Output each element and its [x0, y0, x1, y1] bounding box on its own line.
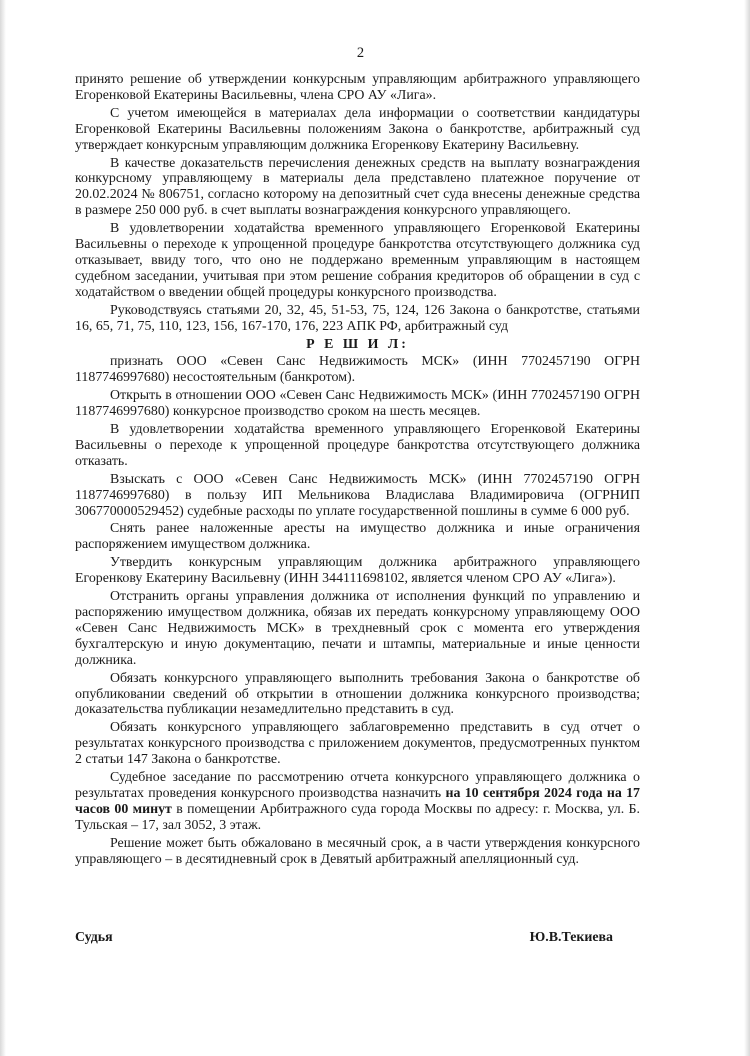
paragraph-payment-order: В качестве доказательств перечисления денежных средств на выплату вознаграждения конкурсному управляющему в материалы дела представлено платежное поручение от 20.02.2024 № 806751, согласно которому на депозитный счет суда внесены денежные средства в размере 250 000 руб. в счет выплаты вознаграждения конкурсного управляющего. [75, 155, 640, 219]
ruling-appoint-manager: Утвердить конкурсным управляющим должника арбитражного управляющего Егоренкову Екатерину Васильевну (ИНН 344111698102, является членом СРО АУ «Лига»). [75, 555, 640, 587]
paragraph-candidate-compliance: С учетом имеющейся в материалах дела информации о соответствии кандидатуры Егоренковой Екатерины Васильевны положениям Закона о банкротстве, арбитражный суд утверждает конкурсным управляющим должника Егоренкову Екатерину Васильевну. [75, 105, 640, 153]
signature-judge-name: Ю.В.Текиева [529, 930, 613, 945]
page-number: 2 [356, 45, 365, 61]
paragraph-approval-decision: принято решение об утверждении конкурсным управляющим арбитражного управляющего Егоренковой Екатерины Васильевны, члена СРО АУ «Лига». [75, 72, 640, 103]
ruling-deny-motion: В удовлетворении ходатайства временного управляющего Егоренковой Екатерины Васильевны о переходе к упрощенной процедуре банкротства отсутствующего должника отказать. [75, 422, 640, 469]
ruling-lift-arrests: Снять ранее наложенные аресты на имущество должника и иные ограничения распоряжением имуществом должника. [75, 521, 640, 553]
page-right-edge [744, 0, 750, 1056]
decision-title: Р Е Ш И Л: [306, 336, 409, 352]
ruling-remove-management: Отстранить органы управления должника от исполнения функций по управлению и распоряжению имуществом должника, обязав их передать конкурсному управляющему ООО «Севен Санс Недвижимость МСК» в трехдневный срок с момента его утверждения бухгалтерскую и иную документацию, печати и штампы, материальные и иные ценности должника. [75, 589, 640, 668]
ruling-open-proceedings: Открыть в отношении ООО «Севен Санс Недвижимость МСК» (ИНН 7702457190 ОГРН 1187746997680) конкурсное производство сроком на шесть месяцев. [75, 388, 640, 420]
ruling-publication-duty: Обязать конкурсного управляющего выполнить требования Закона о банкротстве об опубликовании сведений об открытии в отношении должника конкурсного производства; доказательства публикации незамедлительно представить в суд. [75, 670, 640, 718]
hearing-text-after: в помещении Арбитражного суда города Москвы по адресу: г. Москва, ул. Б. Тульская – 17, зал 3052, 3 этаж. [75, 801, 641, 833]
ruling-report-duty: Обязать конкурсного управляющего заблаговременно представить в суд отчет о результатах конкурсного производства с приложением документов, предусмотренных пунктом 2 статьи 147 Закона о банкротстве. [75, 720, 640, 768]
signature-block [75, 930, 640, 946]
signature-role: Судья [75, 930, 113, 945]
ruling-hearing-date [75, 770, 640, 834]
hearing-text-before: Судебное заседание по рассмотрению отчета конкурсного управляющего должника о результатах проведения конкурсного производства назначить [75, 770, 640, 801]
hearing-date-time: на 10 сентября 2024 года на 17 часов 00 минут [75, 785, 640, 817]
paragraph-legal-basis: Руководствуясь статьями 20, 32, 45, 51-53, 75, 124, 126 Закона о банкротстве, статьями 16, 65, 71, 75, 110, 123, 156, 167-170, 176, 223 АПК РФ, арбитражный суд [75, 302, 640, 334]
ruling-recover-costs: Взыскать с ООО «Севен Санс Недвижимость МСК» (ИНН 7702457190 ОГРН 1187746997680) в пользу ИП Мельникова Владислава Владимировича (ОГРНИП 306770000529452) судебные расходы по уплате государственной пошлины в сумме 6 000 руб. [75, 471, 640, 519]
page-left-edge [0, 0, 6, 1056]
ruling-declare-bankrupt: признать ООО «Севен Санс Недвижимость МСК» (ИНН 7702457190 ОГРН 1187746997680) несостоятельным (банкротом). [75, 354, 640, 386]
ruling-appeal: Решение может быть обжаловано в месячный срок, а в части утверждения конкурсного управляющего – в десятидневный срок в Девятый арбитражный апелляционный суд. [75, 835, 640, 867]
paragraph-simplified-procedure-denial: В удовлетворении ходатайства временного управляющего Егоренковой Екатерины Васильевны о переходе к упрощенной процедуре банкротства отсутствующего должника суд отказывает, ввиду того, что оно не поддержано временным управляющим в настоящем судебном заседании, учитывая при этом решение собрания кредиторов об обращении в суд с ходатайством о введении общей процедуры конкурсного производства. [75, 221, 640, 300]
document-body [75, 72, 640, 868]
document-page [75, 44, 640, 870]
